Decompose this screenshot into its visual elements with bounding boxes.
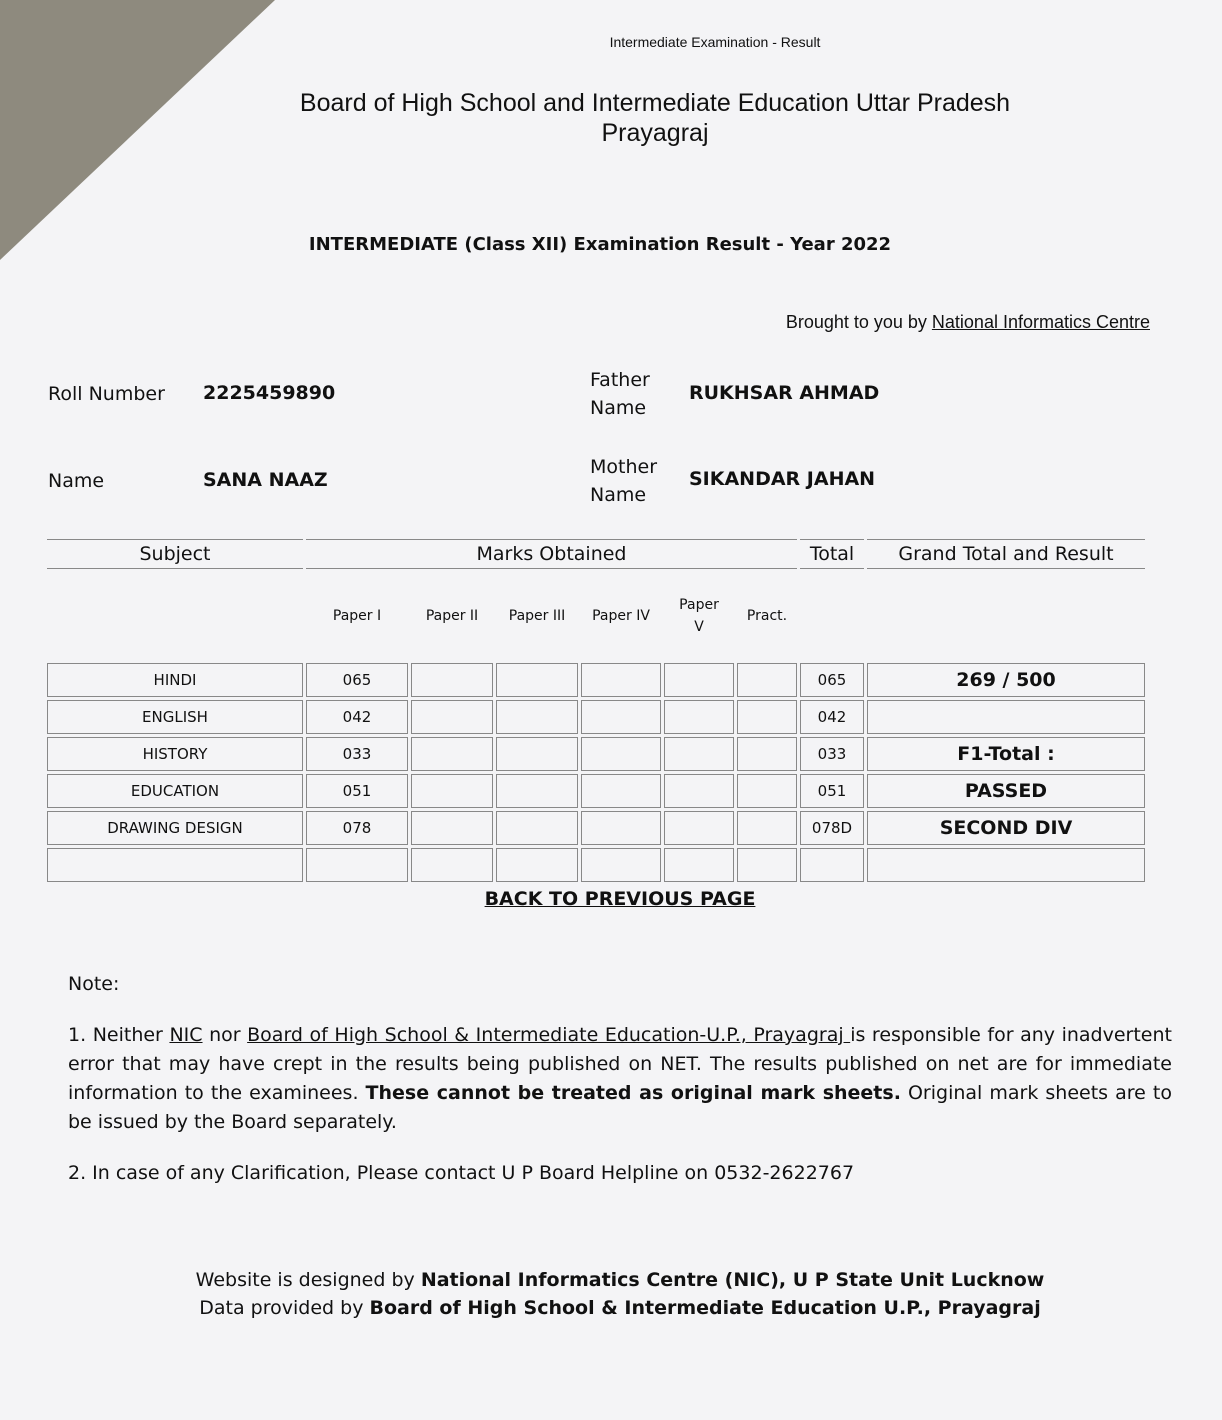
table-row: [47, 774, 1145, 808]
table-subheader-row: [47, 572, 1145, 660]
back-link-wrap: [0, 888, 1222, 910]
table-header-row: [47, 539, 1145, 569]
marks-table: [44, 536, 1148, 885]
result-cell: F1-Total :: [867, 737, 1145, 771]
footer: [0, 1266, 1222, 1322]
total-cell: 042: [800, 700, 864, 734]
father-name-label: Father Name: [590, 369, 650, 419]
total-cell: 065: [800, 663, 864, 697]
board-title: [60, 88, 1222, 148]
back-to-previous-page-link[interactable]: BACK TO PREVIOUS PAGE: [484, 888, 756, 910]
brought-prefix: Brought to you by: [785, 312, 932, 332]
footer-line-2: Data provided by Board of High School & Intermediate Education U.P., Prayagraj: [199, 1297, 1041, 1319]
total-cell: 033: [800, 737, 864, 771]
father-name-value: RUKHSAR AHMAD: [689, 382, 880, 404]
result-cell: [867, 700, 1145, 734]
board-underlined: Board of High School & Intermediate Education-U.P., Prayagraj: [247, 1024, 851, 1046]
note-2: 2. In case of any Clarification, Please contact U P Board Helpline on 0532-2622767: [68, 1162, 855, 1184]
table-row-empty: [47, 848, 1145, 882]
table-row: [47, 663, 1145, 697]
mother-name-value: SIKANDAR JAHAN: [689, 468, 876, 490]
paper1-cell: 065: [306, 663, 408, 697]
paper1-cell: 033: [306, 737, 408, 771]
header-marks: Marks Obtained: [306, 539, 797, 569]
board-title-line1: Board of High School and Intermediate Education Uttar Pradesh: [299, 89, 1011, 117]
subheader-paper-5: Paper V: [679, 597, 719, 635]
name-value: SANA NAAZ: [203, 469, 328, 491]
total-cell: 078D: [800, 811, 864, 845]
subheader-paper-1: Paper I: [332, 608, 382, 624]
subheader-paper-3: Paper III: [508, 608, 566, 624]
note-1: 1. Neither NIC nor Board of High School & Intermediate Education-U.P., Prayagraj is responsible for any inadvertent error that may have crept in the results being published on NET. The results published on net are for immediate information to the examinees. These cannot be treated as original mark sheets. Original mark sheets are to be issued by the Board separately.: [68, 1024, 1172, 1133]
subheader-paper-4: Paper IV: [592, 608, 650, 624]
mother-name-label: Mother Name: [590, 456, 658, 506]
subheader-practical: Pract.: [746, 608, 788, 624]
paper1-cell: 051: [306, 774, 408, 808]
exam-title: INTERMEDIATE (Class XII) Examination Result - Year 2022: [308, 234, 892, 255]
notes-title: Note:: [68, 973, 120, 995]
nic-underlined: NIC: [169, 1024, 203, 1046]
name-label: Name: [48, 470, 105, 492]
header-subject: Subject: [47, 539, 303, 569]
subject-cell: HINDI: [47, 663, 303, 697]
header-total: Total: [800, 539, 864, 569]
nic-link[interactable]: National Informatics Centre: [931, 312, 1150, 332]
result-cell: PASSED: [867, 774, 1145, 808]
paper1-cell: 078: [306, 811, 408, 845]
notes-section: [68, 970, 1172, 1210]
table-row: [47, 737, 1145, 771]
result-cell: SECOND DIV: [867, 811, 1145, 845]
roll-number-label: Roll Number: [48, 383, 165, 405]
subject-cell: HISTORY: [47, 737, 303, 771]
roll-number-value: 2225459890: [203, 382, 336, 404]
note-1-bold: These cannot be treated as original mark sheets.: [365, 1082, 901, 1104]
subject-cell: EDUCATION: [47, 774, 303, 808]
subheader-paper-2: Paper II: [425, 608, 479, 624]
table-row: [47, 811, 1145, 845]
brought-by: [786, 312, 1150, 333]
subject-cell: ENGLISH: [47, 700, 303, 734]
subject-cell: DRAWING DESIGN: [47, 811, 303, 845]
total-cell: 051: [800, 774, 864, 808]
page-tag: Intermediate Examination - Result: [609, 34, 821, 50]
table-row: [47, 700, 1145, 734]
board-title-line2: Prayagraj: [601, 119, 709, 147]
header-grand-total: Grand Total and Result: [867, 539, 1145, 569]
paper1-cell: 042: [306, 700, 408, 734]
footer-line-1: Website is designed by National Informatics Centre (NIC), U P State Unit Lucknow: [195, 1269, 1045, 1291]
result-cell: 269 / 500: [867, 663, 1145, 697]
